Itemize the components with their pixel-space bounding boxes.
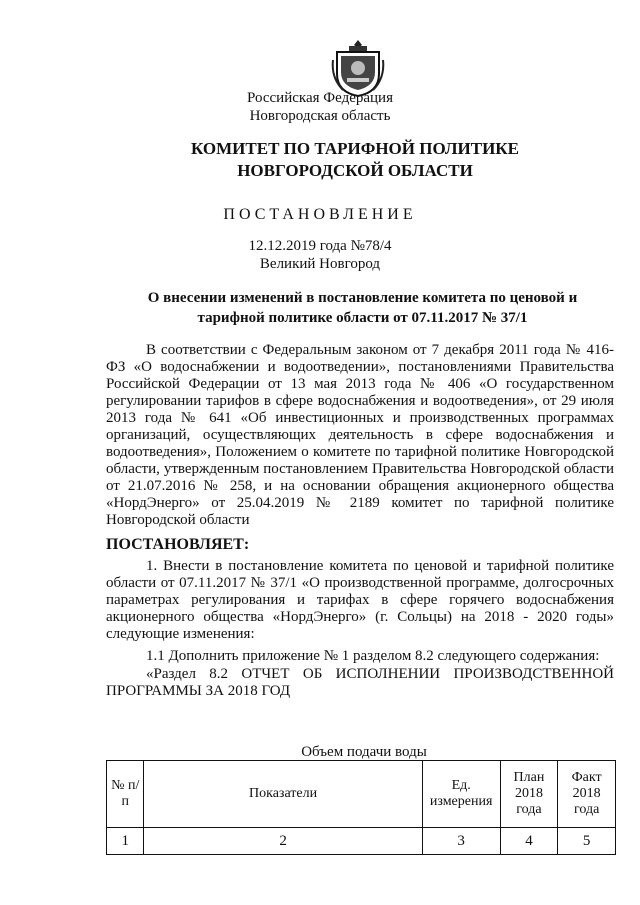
header-cell-indicators: Показатели <box>144 761 422 828</box>
table-cell: 5 <box>558 828 616 855</box>
table-cell: 3 <box>422 828 500 855</box>
table-cell: 2 <box>144 828 422 855</box>
item-1-1-paragraph: 1.1 Дополнить приложение № 1 разделом 8.2 следующего содержания: <box>146 648 600 664</box>
document-type: ПОСТАНОВЛЕНИЕ <box>223 206 417 223</box>
committee-title: КОМИТЕТ ПО ТАРИФНОЙ ПОЛИТИКЕ НОВГОРОДСКОЙ ОБЛАСТИ <box>191 139 519 180</box>
country-line: Российская Федерация <box>247 90 393 106</box>
header-cell-plan: План 2018 года <box>500 761 558 828</box>
table-cell: 1 <box>107 828 144 855</box>
table-cell: 4 <box>500 828 558 855</box>
resolves-heading: ПОСТАНОВЛЯЕТ: <box>106 536 250 553</box>
section-title: «Раздел 8.2 ОТЧЕТ ОБ ИСПОЛНЕНИИ ПРОИЗВОДСТВЕННОЙ ПРОГРАММЫ ЗА 2018 ГОД <box>106 666 614 699</box>
coat-of-arms-icon <box>331 38 385 98</box>
table-caption: Объем подачи воды <box>301 744 427 760</box>
table-row <box>107 828 616 855</box>
header-cell-units: Ед. измерения <box>422 761 500 828</box>
document-subject: О внесении изменений в постановление комитета по ценовой и тарифной политике области от 07.11.2017 № 37/1 <box>147 290 578 326</box>
region-line: Новгородская область <box>249 108 391 124</box>
item-1-paragraph: 1. Внести в постановление комитета по ценовой и тарифной политике области от 07.11.2017 № 37/1 «О производственной программе, долгосрочных параметрах регулирования и тарифах в сфере горячего водоснабжения акционерного общества «НордЭнерго» (г. Сольцы) на 2018 - 2020 годы» следующие изменения: <box>106 558 614 642</box>
preamble-paragraph: В соответствии с Федеральным законом от 7 декабря 2011 года № 416-ФЗ «О водоснабжении и водоотведении», постановлениями Правительства Российской Федерации от 13 мая 2013 года № 406 «О государственном регулировании тарифов в сфере водоснабжения и водоотведения», от 29 июля 2013 года № 641 «Об инвестиционных и производственных программах организаций, осуществляющих деятельность в сфере водоснабжения и водоотведения», Положением о комитете по тарифной политике Новгородской области, утвержденным постановлением Правительства Новгородской области от 21.07.2016 № 258, и на основании обращения акционерного общества «НордЭнерго» от 25.04.2019 № 2189 комитет по тарифной политике Новгородской области <box>106 342 614 528</box>
header-cell-number: № п/п <box>107 761 144 828</box>
report-table <box>106 760 616 855</box>
city: Великий Новгород <box>259 256 381 272</box>
table-header-row <box>107 761 616 828</box>
header-cell-fact: Факт 2018 года <box>558 761 616 828</box>
date-number: 12.12.2019 года №78/4 <box>248 238 392 254</box>
